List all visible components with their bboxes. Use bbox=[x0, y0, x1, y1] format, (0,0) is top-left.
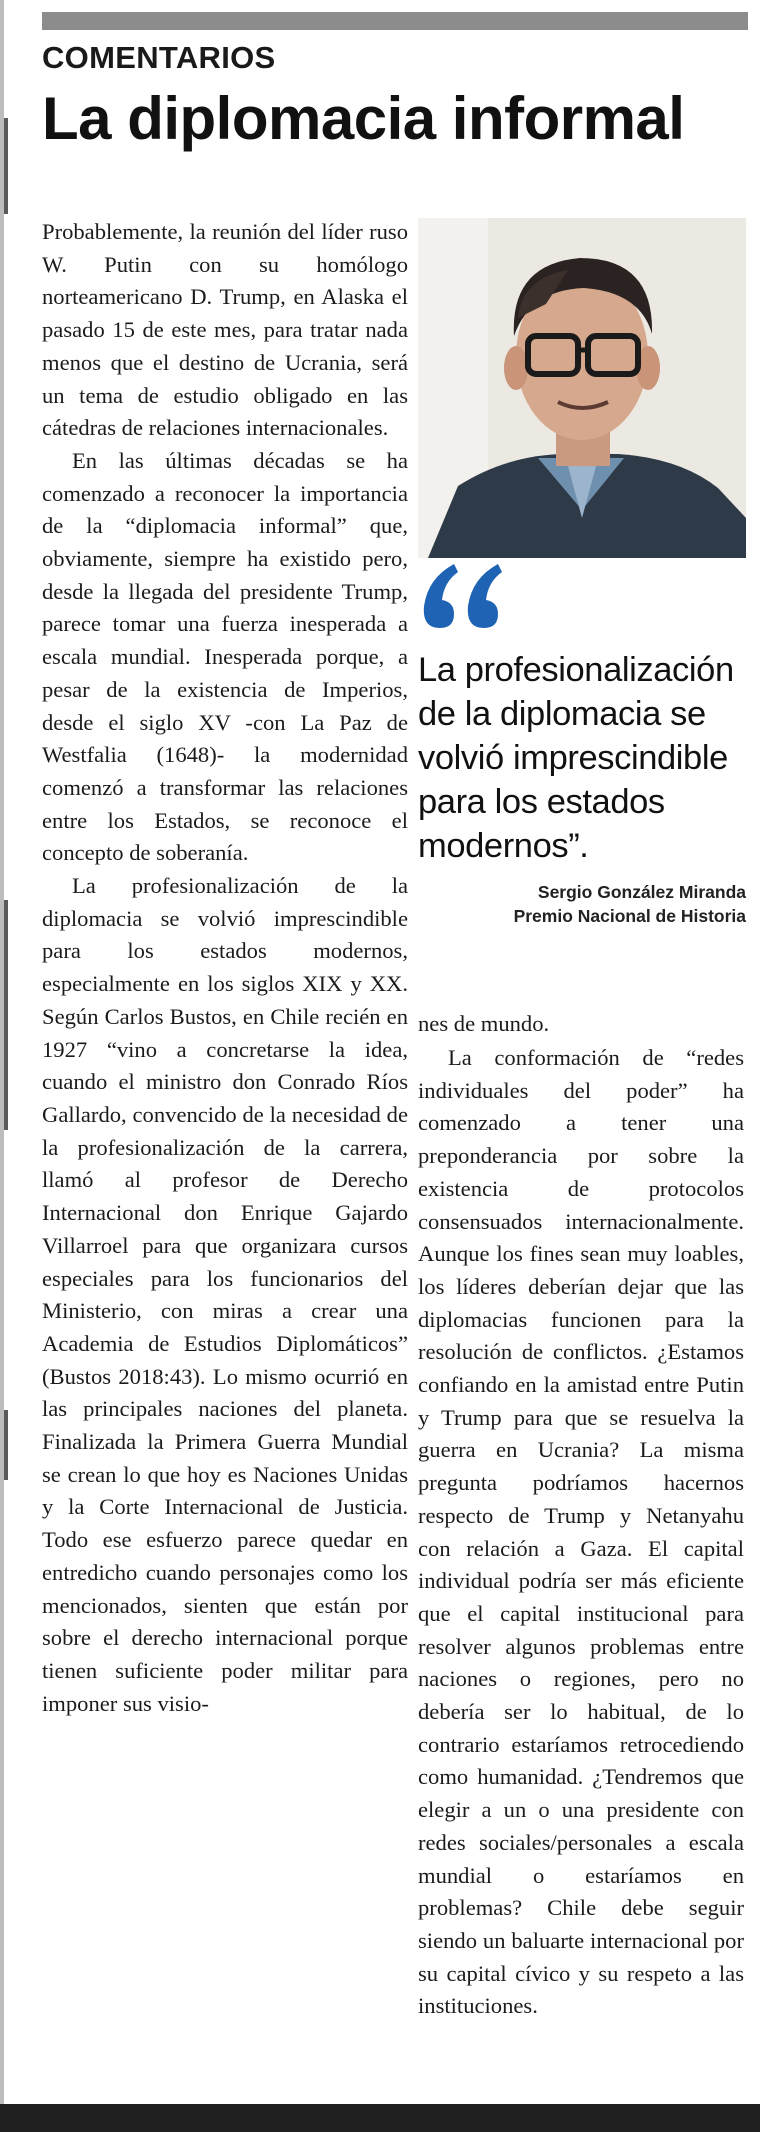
paragraph: La profesionalización de la diplomacia se volvió imprescindible para los estados modernos, especialmente en los siglos XIX y XX. Según Carlos Bustos, en Chile recién en 1927 “vino a concretarse la idea, cuando el ministro don Conrado Ríos Gallardo, convencido de la necesidad de la profesionalización de la carrera, llamó al profesor de Derecho Internacional don Enrique Gajardo Villarroel para que organizara cursos especiales para los funcionarios del Ministerio, con miras a crear una Academia de Estudios Diplomáticos” (Bustos 2018:43). Lo mismo ocurrió en las principales naciones del planeta. Finalizada la Primera Guerra Mundial se crean lo que hoy es Naciones Unidas y la Corte Internacional de Justicia. Todo ese esfuerzo parece quedar en entredicho cuando personajes como los mencionados, sienten que están por sobre el derecho internacional porque tienen suficiente poder militar para imponer sus visio- bbox=[42, 873, 408, 1716]
quote-mark-icon bbox=[418, 560, 504, 632]
author-portrait-image bbox=[418, 218, 746, 558]
paragraph: La conformación de “redes individuales del poder” ha comenzado a tener una preponderancia por sobre la existencia de protocolos consensuados internacionalmente. Aunque los fines sean muy loables, los líderes deberían dejar que las diplomacias funcionen para la resolución de conflictos. ¿Estamos confiando en la amistad entre Putin y Trump para que se resuelva la guerra en Ucrania? La misma pregunta podríamos hacernos respecto de Trump y Netanyahu con relación a Gaza. El capital individual podría ser más eficiente que el capital institucional para resolver algunos problemas entre naciones o regiones, pero no debería ser lo habitual, de lo contrario estaríamos retrocediendo como humanidad. ¿Tendremos que elegir a un o una presidente con redes sociales/personales a escala mundial o estaríamos en problemas? Chile debe seguir siendo un baluarte internacional por su capital cívico y su respeto a las instituciones. bbox=[418, 1045, 744, 2019]
article-left-column bbox=[42, 216, 408, 1720]
pull-quote: La profesionalización de la diplomacia se volvió imprescindible para los estados modernos”. bbox=[418, 651, 734, 865]
paragraph: nes de mundo. bbox=[418, 1011, 550, 1036]
bottom-rule bbox=[0, 2104, 760, 2132]
section-label: COMENTARIOS bbox=[42, 40, 276, 75]
headline: La diplomacia informal bbox=[42, 85, 685, 152]
article-continuation bbox=[418, 1008, 744, 1041]
top-rule bbox=[42, 12, 748, 30]
page-edge-mark bbox=[4, 900, 8, 1130]
author-title: Premio Nacional de Historia bbox=[513, 906, 746, 926]
page-edge-mark bbox=[4, 1410, 8, 1480]
author-name: Sergio González Miranda bbox=[537, 882, 746, 902]
article-right-column bbox=[418, 1042, 744, 2023]
page-edge-mark bbox=[4, 118, 8, 214]
author-byline bbox=[514, 880, 746, 928]
paragraph: Probablemente, la reunión del líder ruso W. Putin con su homólogo norteamericano D. Trump, en Alaska el pasado 15 de este mes, para tratar nada menos que el destino de Ucrania, será un tema de estudio obligado en las cátedras de relaciones internacionales. bbox=[42, 219, 408, 441]
author-photo bbox=[418, 218, 746, 558]
paragraph: En las últimas décadas se ha comenzado a reconocer la importancia de la “diplomacia informal” que, obviamente, siempre ha existido pero, desde la llegada del presidente Trump, parece tomar una fuerza inesperada a escala mundial. Inesperada porque, a pesar de la existencia de Imperios, desde el siglo XV -con La Paz de Westfalia (1648)- la modernidad comenzó a transformar las relaciones entre los Estados, se reconoce el concepto de soberanía. bbox=[42, 447, 408, 866]
